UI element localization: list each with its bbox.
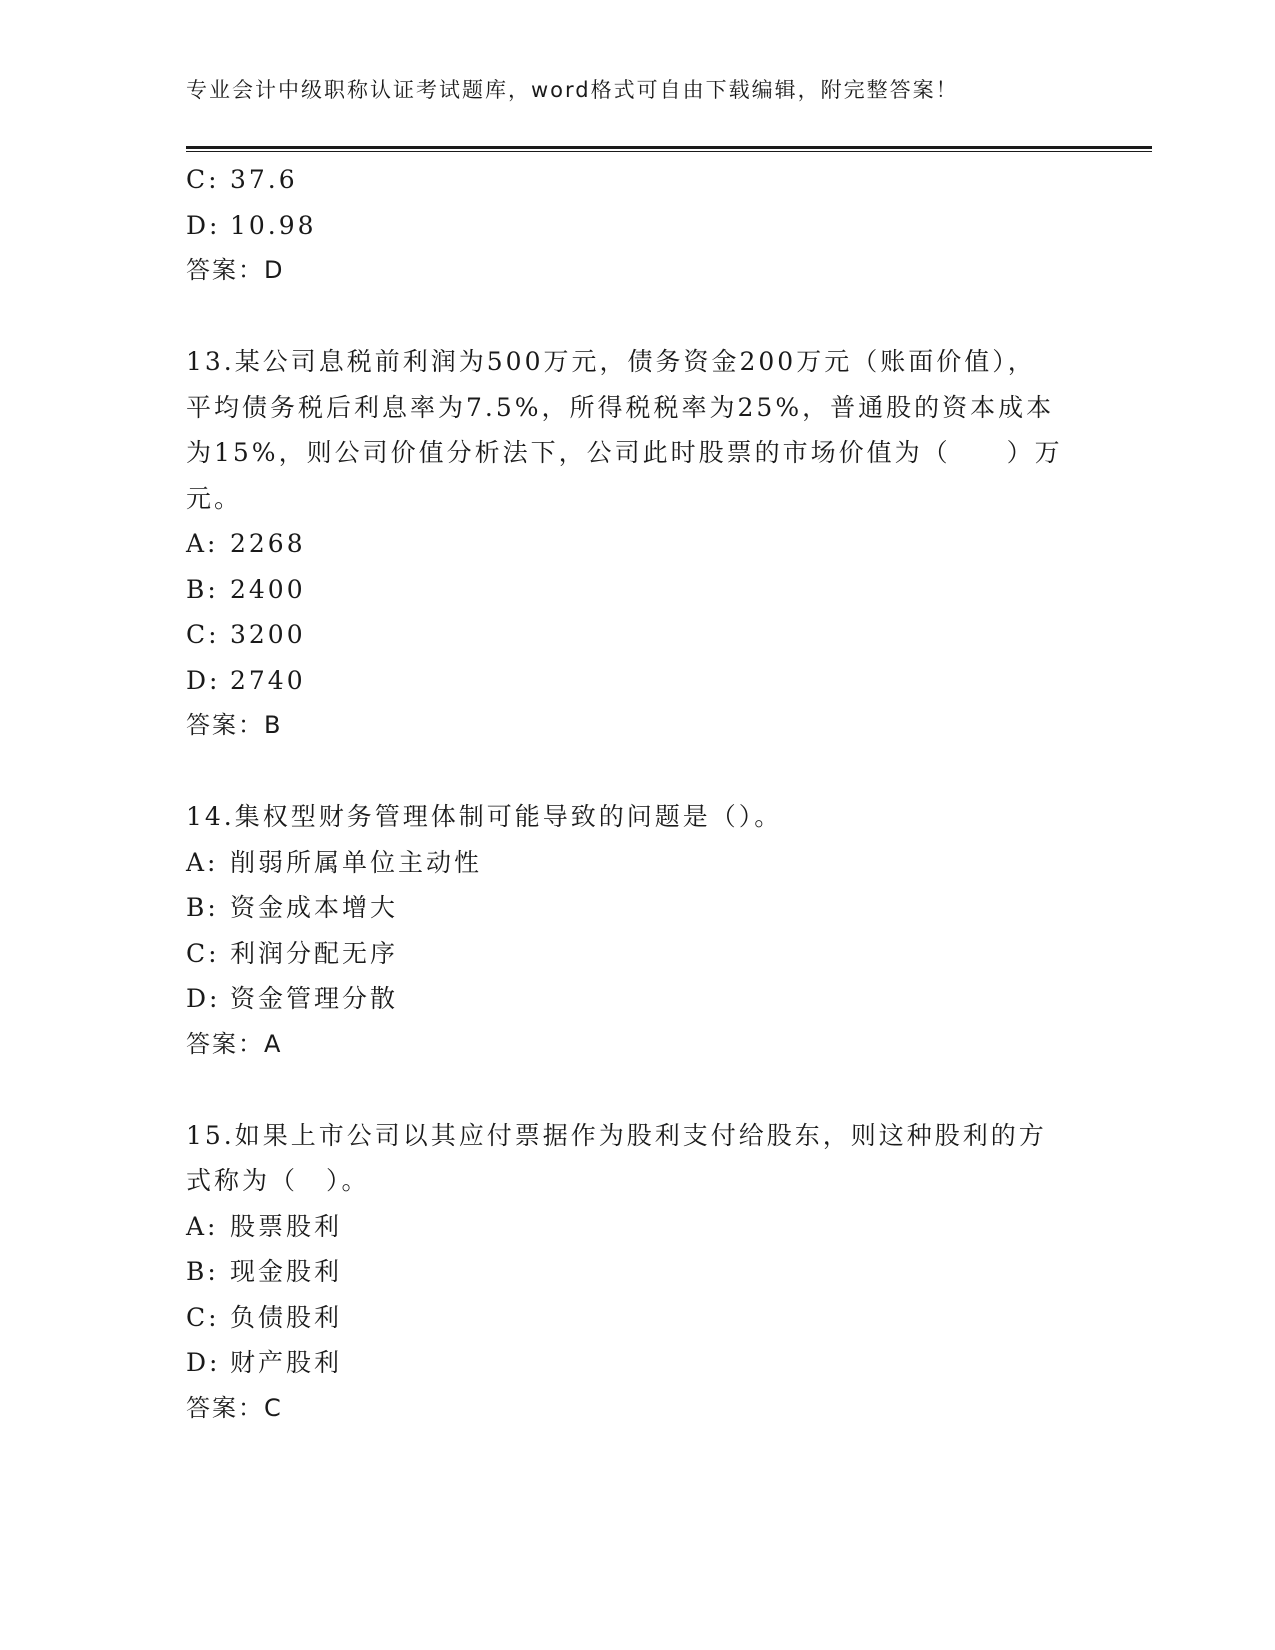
option-d: D: 2740 xyxy=(186,665,306,695)
header-rule-thin xyxy=(186,151,1152,152)
option-b: B: 资金成本增大 xyxy=(186,893,399,922)
option-c: C: 3200 xyxy=(186,620,306,649)
option-b: B: 现金股利 xyxy=(186,1257,343,1286)
question-13 xyxy=(186,339,1086,749)
answer-line: 答案：D xyxy=(186,256,285,284)
document-body xyxy=(186,157,1086,1431)
answer-line: 答案：B xyxy=(186,711,283,739)
question-text-line: 平均债务税后利息率为7.5%，所得税税率为25%，普通股的资本成本 xyxy=(186,392,1055,422)
option-d: D: 财产股利 xyxy=(186,1348,343,1377)
option-a: A: 股票股利 xyxy=(186,1211,343,1241)
question-14 xyxy=(186,794,1086,1067)
question-text-line: 13.某公司息税前利润为500万元，债务资金200万元（账面价值）， xyxy=(186,347,1036,376)
answer-line: 答案：A xyxy=(186,1029,283,1058)
option-a: A: 2268 xyxy=(186,529,306,558)
answer-line: 答案：C xyxy=(186,1393,283,1422)
page-header: 专业会计中级职称认证考试题库，word格式可自由下载编辑，附完整答案！ xyxy=(186,78,959,102)
option-b: B: 2400 xyxy=(186,574,306,604)
question-text-line: 式称为（ ）。 xyxy=(186,1166,370,1195)
option-c: C: 利润分配无序 xyxy=(186,938,399,968)
option-d: D: 资金管理分散 xyxy=(186,984,399,1013)
option-c: C: 负债股利 xyxy=(186,1302,343,1332)
option-d: D: 10.98 xyxy=(186,210,317,240)
option-a: A: 削弱所属单位主动性 xyxy=(186,847,483,877)
header-rule-thick xyxy=(186,146,1152,149)
question-text-line: 为15%，则公司价值分析法下，公司此时股票的市场价值为（ ）万 xyxy=(186,438,1063,467)
option-c: C: 37.6 xyxy=(186,165,298,194)
question-text-line: 15.如果上市公司以其应付票据作为股利支付给股东，则这种股利的方 xyxy=(186,1120,1047,1150)
question-15 xyxy=(186,1113,1086,1432)
question-text-line: 元。 xyxy=(186,483,243,513)
question-text-line: 14.集权型财务管理体制可能导致的问题是（）。 xyxy=(186,802,783,831)
